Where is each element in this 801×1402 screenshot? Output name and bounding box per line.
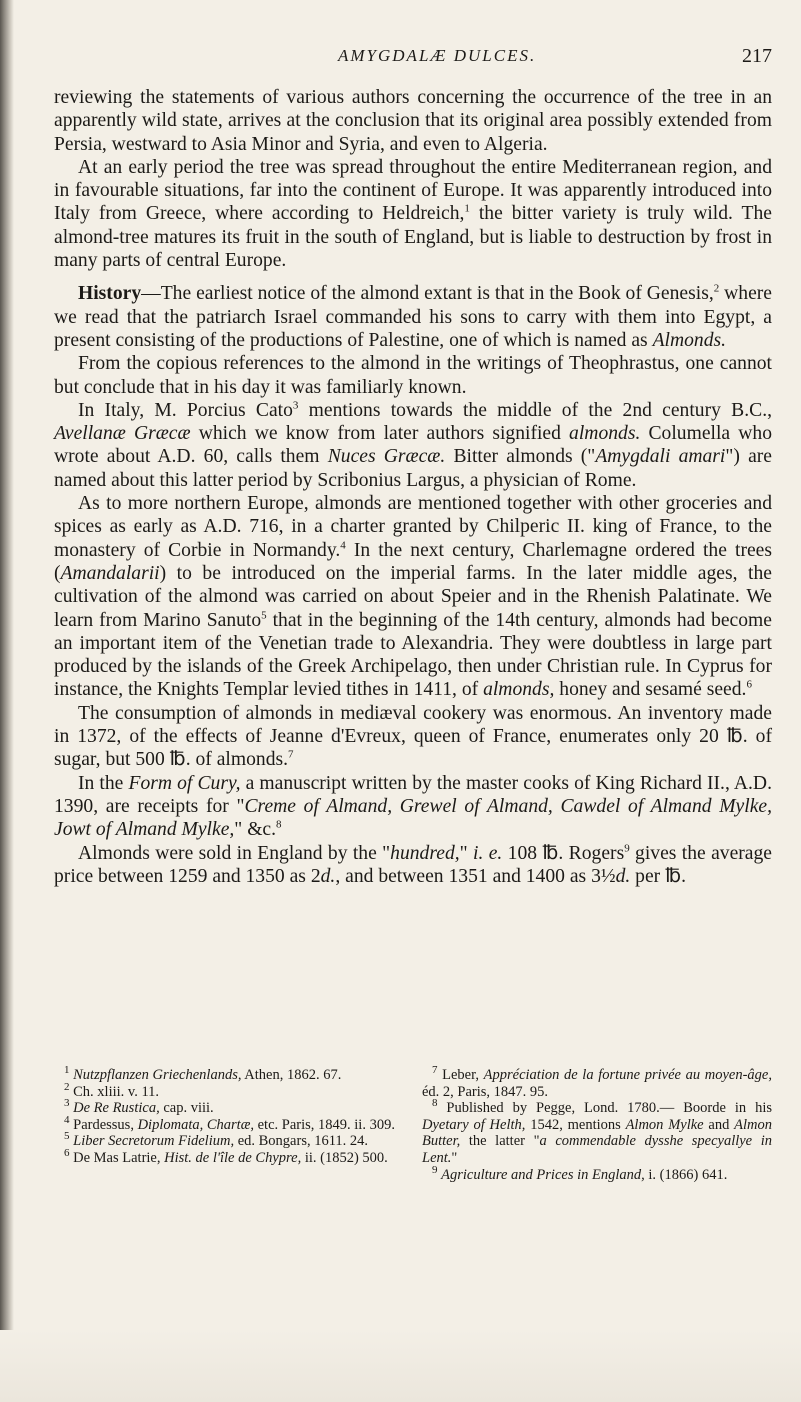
- page-gutter-shadow: [0, 0, 14, 1402]
- footnote-8: $^8$ Published by Pegge, Lond. 1780.— Boorde in his Dyetary of Helth, 1542, mentions Almon Mylke and Almon Butter, the latter "a commendable dysshe specyallye in Lent.": [422, 1097, 773, 1166]
- footnote-ref: 7: [288, 748, 294, 761]
- paragraph-4: From the copious references to the almond in the writings of Theophrastus, one cannot but conclude that in his day it was familiarly known.: [54, 353, 772, 398]
- footnote-3: $^3$ De Re Rustica, cap. viii.: [64, 1097, 214, 1117]
- footnote-7: $^7$ Leber, Appréciation de la fortune privée au moyen-âge, éd. 2, Paris, 1847. 95.: [422, 1064, 772, 1100]
- main-text: [54, 86, 772, 888]
- footnote-2: $^2$ Ch. xliii. v. 11.: [64, 1080, 160, 1100]
- paragraph-5: In Italy, M. Porcius Cato$^3$ mentions towards the middle of the 2nd century B.C., Avellanæ Græcæ which we know from later authors signified almonds. Columella who wrote about A.D. 60, calls them Nuces Græcæ. Bitter almonds ("Amygdali amari") are named about this latter period by Scribonius Largus, a physician of Rome.: [54, 399, 772, 491]
- paragraph-1: reviewing the statements of various authors concerning the occurrence of the tree in an apparently wild state, arrives at the conclusion that its original area possibly extended from Persia, westward to Asia Minor and Syria, and even to Algeria.: [54, 87, 772, 155]
- paragraph-7: The consumption of almonds in mediæval cookery was enormous. An inventory made in 1372, of the effects of Jeanne d'Evreux, queen of France, enumerates only 20 ℔. of sugar, but 500 ℔. of almonds.$^7$: [54, 702, 772, 771]
- footnote-ref: 2: [713, 282, 720, 295]
- paragraph-history: History—The earliest notice of the almond extant is that in the Book of Genesis,$^2$ where we read that the patriarch Israel commanded his sons to carry with them into Egypt, a present consisting of the productions of Palestine, one of which is named as Almonds.: [54, 282, 772, 351]
- footnote-ref: 9: [624, 841, 630, 854]
- footnote-4: $^4$ Pardessus, Diplomata, Chartæ, etc. Paris, 1849. ii. 309.: [64, 1113, 395, 1133]
- footnote-ref: 8: [276, 818, 282, 831]
- footnote-ref: 5: [261, 609, 267, 621]
- footnote-ref: 1: [464, 202, 470, 215]
- paragraph-9: Almonds were sold in England by the "hundred," i. e. 108 ℔. Rogers$^9$ gives the average price between 1259 and 1350 as 2d., and between 1351 and 1400 as 3½d. per ℔.: [54, 841, 772, 887]
- section-heading: History: [78, 283, 142, 305]
- footnote-ref: 4: [340, 539, 346, 552]
- running-head: AMYGDALÆ DULCES.: [338, 46, 537, 65]
- footnote-9: $^9$ Agriculture and Prices in England, i. (1866) 641.: [432, 1163, 728, 1183]
- footnote-6: $^6$ De Mas Latrie, Hist. de l'île de Chypre, ii. (1852) 500.: [64, 1147, 388, 1166]
- footnote-ref: 3: [292, 399, 299, 412]
- page-bottom-shade: [0, 1330, 801, 1402]
- footnotes-left-column: [54, 1064, 404, 1183]
- paragraph-8: In the Form of Cury, a manuscript written by the master cooks of King Richard II., A.D. 1390, are receipts for "Creme of Almand, Grewel of Almand, Cawdel of Almand Mylke, Jowt of Almand Mylke," &c.$^8$: [54, 772, 772, 841]
- page-number: 217: [742, 45, 772, 67]
- footnote-1: $^1$ Nutzpflanzen Griechenlands, Athen, 1862. 67.: [64, 1064, 342, 1083]
- footnote-5: $^5$ Liber Secretorum Fidelium, ed. Bongars, 1611. 24.: [64, 1130, 369, 1150]
- footnotes: [54, 1064, 773, 1183]
- footnote-ref: 6: [746, 678, 752, 691]
- footnotes-right-column: [422, 1064, 773, 1183]
- paragraph-2: At an early period the tree was spread throughout the entire Mediterranean region, and in favourable situations, far into the continent of Europe. It was apparently introduced into Italy from Greece, where according to Heldreich,$^1$ the bitter variety is truly wild. The almond-tree matures its fruit in the south of England, but is liable to destruction by frost in many parts of central Europe.: [54, 156, 772, 272]
- paragraph-6: As to more northern Europe, almonds are mentioned together with other groceries and spices as early as A.D. 716, in a charter granted by Chilperic II. king of France, to the monastery of Corbie in Normandy.$^4$ In the next century, Charlemagne ordered the trees (Amandalarii) to be introduced on the imperial farms. In the later middle ages, the cultivation of the almond was carried on about Speier and in the Rhenish Palatinate. We learn from Marino Sanuto$^5$ that in the beginning of the 14th century, almonds had become an important item of the Venetian trade to Alexandria. They were doubtless in large part produced by the islands of the Greek Archipelago, then under Christian rule. In Cyprus for instance, the Knights Templar levied tithes in 1411, of almonds, honey and sesamé seed.$^6$: [54, 493, 772, 701]
